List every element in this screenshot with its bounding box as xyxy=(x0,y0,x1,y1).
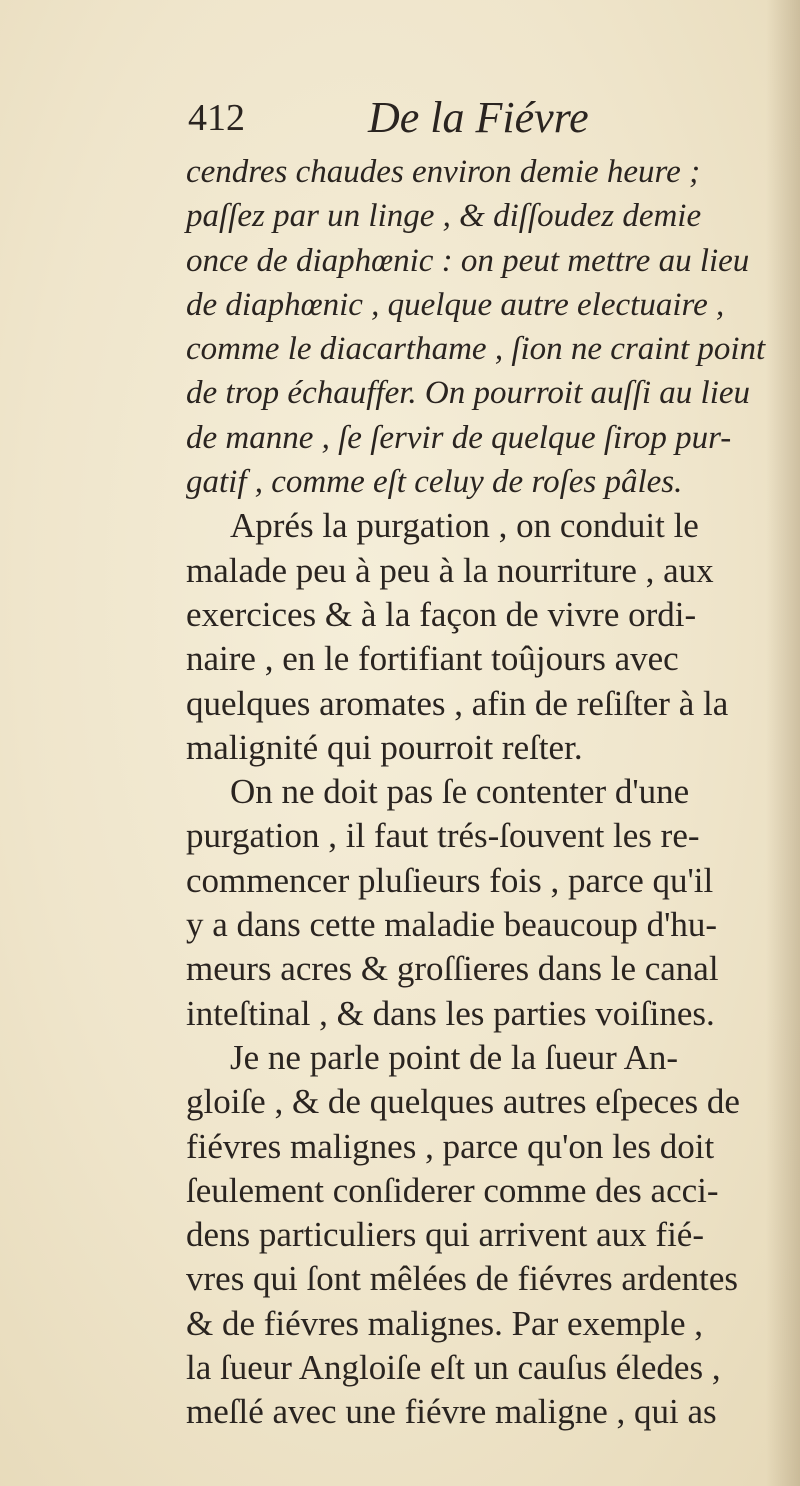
text-line: comme le diacarthame , ſion ne craint point xyxy=(186,331,766,368)
page-edge-shadow xyxy=(766,0,800,1486)
text-line: de trop échauffer. On pourroit auſſi au lieu xyxy=(186,375,751,412)
paragraph-english-sweat xyxy=(186,1036,770,1435)
text-line: & de fiévres malignes. Par exemple , xyxy=(186,1303,704,1343)
page-number: 412 xyxy=(188,97,245,139)
text-line: Je ne parle point de la ſueur An- xyxy=(230,1037,679,1077)
text-line: fiévres malignes , parce qu'on les doit xyxy=(186,1126,715,1166)
italic-recipe-block xyxy=(186,150,770,504)
text-line: once de diaphœnic : on peut mettre au lieu xyxy=(186,242,750,279)
text-line: meſlé avec une fiévre maligne , qui as xyxy=(186,1392,717,1432)
paragraph-repeat-purgation xyxy=(186,770,770,1036)
text-line: malignité qui pourroit reſter. xyxy=(186,727,583,767)
page-body xyxy=(186,150,770,1435)
text-line: commencer pluſieurs fois , parce qu'il xyxy=(186,860,714,900)
text-line: y a dans cette maladie beaucoup d'hu- xyxy=(186,905,718,945)
paragraph-purgation xyxy=(186,504,770,770)
text-line: Aprés la purgation , on conduit le xyxy=(230,506,699,546)
text-line: cendres chaudes environ demie heure ; xyxy=(186,154,701,190)
text-line: dens particuliers qui arrivent aux fié- xyxy=(186,1215,704,1255)
text-line: meurs acres & groſſieres dans le canal xyxy=(186,949,719,989)
text-line: naire , en le fortifiant toûjours avec xyxy=(186,639,679,679)
text-line: exercices & à la façon de vivre ordi- xyxy=(186,594,697,634)
text-line: de diaphœnic , quelque autre electuaire , xyxy=(186,286,725,323)
running-title: De la Fiévre xyxy=(368,93,589,142)
text-line: vres qui ſont mêlées de fiévres ardentes xyxy=(186,1259,739,1299)
text-line: On ne doit pas ſe contenter d'une xyxy=(230,772,690,812)
text-line: malade peu à peu à la nourriture , aux xyxy=(186,550,714,590)
text-line: quelques aromates , afin de reſiſter à la xyxy=(186,683,729,723)
text-line: gloiſe , & de quelques autres eſpeces de xyxy=(186,1082,740,1122)
text-line: inteſtinal , & dans les parties voiſines. xyxy=(186,993,715,1033)
text-line: paſſez par un linge , & diſſoudez demie xyxy=(186,198,702,235)
text-line: gatif , comme eſt celuy de roſes pâles. xyxy=(186,464,683,501)
page-header xyxy=(188,93,768,146)
text-line: purgation , il faut trés-ſouvent les re- xyxy=(186,816,700,856)
text-line: ſeulement conſiderer comme des acci- xyxy=(186,1170,719,1210)
text-line: de manne , ſe ſervir de quelque ſirop pur- xyxy=(186,419,732,456)
text-line: la ſueur Angloiſe eſt un cauſus éledes , xyxy=(186,1348,721,1388)
